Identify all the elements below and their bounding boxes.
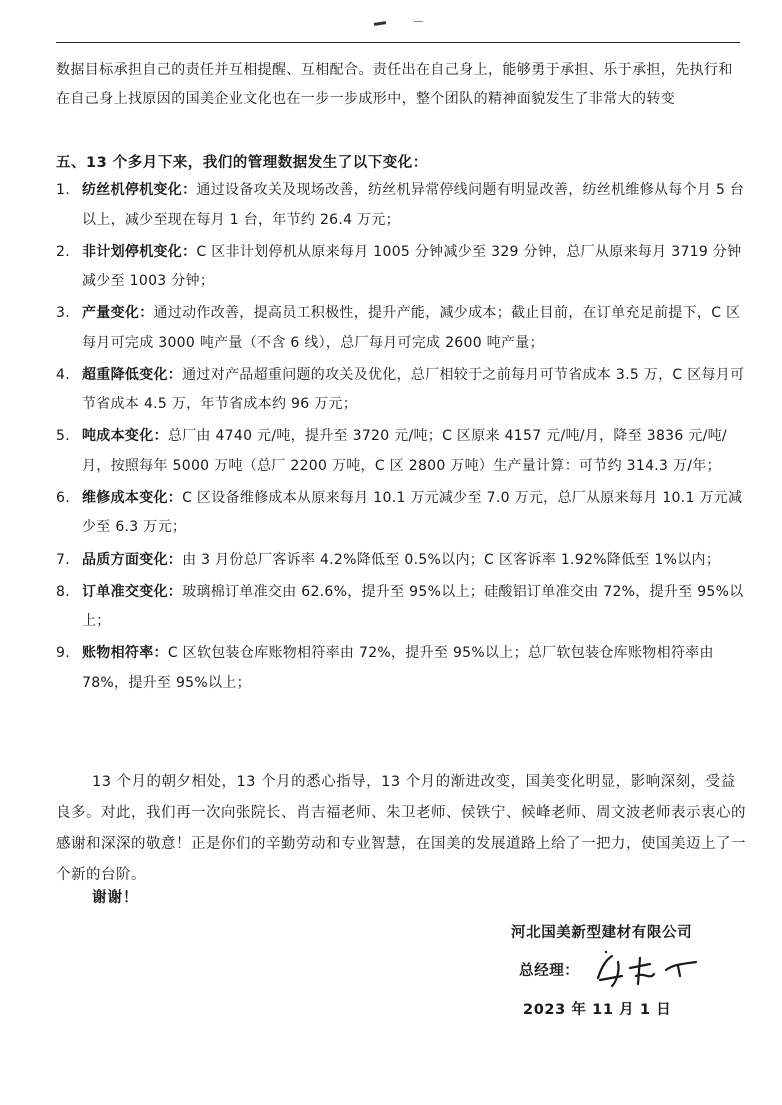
item-label: 超重降低变化：	[82, 366, 183, 383]
item-text: 通过动作改善，提高员工积极性，提升产能，减少成本；截止目前，在订单充足前提下，C 区每月可完成 3000 吨产量（不含 6 线），总厂每月可完成 2600 吨产量；	[82, 305, 741, 351]
section-heading: 五、13 个多月下来，我们的管理数据发生了以下变化：	[56, 155, 428, 171]
list-item	[56, 422, 746, 481]
item-number: 1.	[56, 182, 70, 198]
scan-artifact	[414, 21, 423, 22]
item-number: 2.	[56, 243, 70, 260]
list-item	[56, 639, 746, 698]
intro-section	[56, 56, 746, 114]
thanks-text: 谢谢！	[92, 890, 139, 906]
item-number: 8.	[56, 583, 70, 600]
handwritten-signature	[592, 950, 702, 990]
item-text: 通过对产品超重问题的攻关及优化，总厂相较于之前每月可节省成本 3.5 万，C 区每月可节省成本 4.5 万，年节省成本约 96 万元；	[82, 366, 745, 413]
item-text: 总厂由 4740 元/吨，提升至 3720 元/吨；C 区原来 4157 元/吨/月，降至 3836 元/吨/月，按照每年 5000 万吨（总厂 2200 万吨，C 区 2800 万吨）生产量计算：可节约 314.3 万/年；	[82, 428, 727, 474]
item-label: 吨成本变化：	[82, 428, 168, 445]
list-item	[56, 238, 746, 297]
closing-paragraph: 13 个月的朝夕相处，13 个月的悉心指导，13 个月的渐进改变，国美变化明显，影响深刻，受益良多。对此，我们再一次向张院长、肖吉福老师、朱卫老师、侯铁宁、候峰老师、周文波老师表示衷心的感谢和深深的敬意！正是你们的辛勤劳动和专业智慧，在国美的发展道路上给了一把力，使国美迈上了一个新的台阶。	[56, 774, 746, 883]
list-item	[56, 578, 746, 637]
item-number: 7.	[56, 551, 70, 568]
item-label: 维修成本变化：	[82, 489, 183, 506]
item-text: C 区设备维修成本从原来每月 10.1 万元减少至 7.0 万元，总厂从原来每月 10.1 万元减少至 6.3 万元；	[82, 489, 743, 536]
item-text: 玻璃棉订单准交由 62.6%，提升至 95%以上；硅酸铝订单准交由 72%，提升至 95%以上；	[82, 583, 744, 630]
closing-section	[56, 767, 746, 891]
item-label: 订单准交变化：	[82, 583, 183, 600]
list-item	[56, 484, 746, 543]
item-number: 6.	[56, 489, 70, 506]
list-item	[56, 361, 746, 420]
header-rule	[56, 42, 740, 43]
item-label: 品质方面变化：	[82, 551, 183, 568]
item-text: C 区软包装仓库账物相符率由 72%，提升至 95%以上；总厂软包装仓库账物相符率由 78%，提升至 95%以上；	[82, 645, 714, 691]
item-number: 9.	[56, 645, 70, 662]
list-item	[56, 546, 746, 576]
item-label: 账物相符率：	[82, 645, 168, 662]
list-item	[56, 176, 746, 235]
intro-paragraph: 数据目标承担自己的责任并互相提醒、互相配合。责任出在自己身上，能够勇于承担、乐于承担，先执行和在自己身上找原因的国美企业文化也在一步一步成形中，整个团队的精神面貌发生了非常大的转变	[56, 62, 733, 107]
item-number: 5.	[56, 428, 70, 445]
changes-list	[56, 176, 746, 701]
item-number: 4.	[56, 366, 70, 383]
item-number: 3.	[56, 305, 70, 322]
company-name: 河北国美新型建材有限公司	[511, 925, 693, 941]
scan-artifact	[374, 21, 386, 26]
item-label: 纺丝机停机变化：	[82, 182, 197, 198]
date-text: 2023 年 11 月 1 日	[523, 1002, 672, 1018]
list-item	[56, 299, 746, 358]
item-text: 由 3 月份总厂客诉率 4.2%降低至 0.5%以内；C 区客诉率 1.92%降低至 1%以内；	[182, 551, 721, 568]
item-label: 非计划停机变化：	[82, 243, 197, 260]
item-label: 产量变化：	[82, 305, 154, 322]
item-text: 通过设备攻关及现场改善，纺丝机异常停线问题有明显改善，纺丝机维修从每个月 5 台以上，减少至现在每月 1 台，年节约 26.4 万元；	[82, 182, 745, 228]
item-text: C 区非计划停机从原来每月 1005 分钟减少至 329 分钟，总厂从原来每月 3719 分钟减少至 1003 分钟；	[82, 243, 742, 290]
general-manager-label: 总经理：	[519, 963, 580, 979]
